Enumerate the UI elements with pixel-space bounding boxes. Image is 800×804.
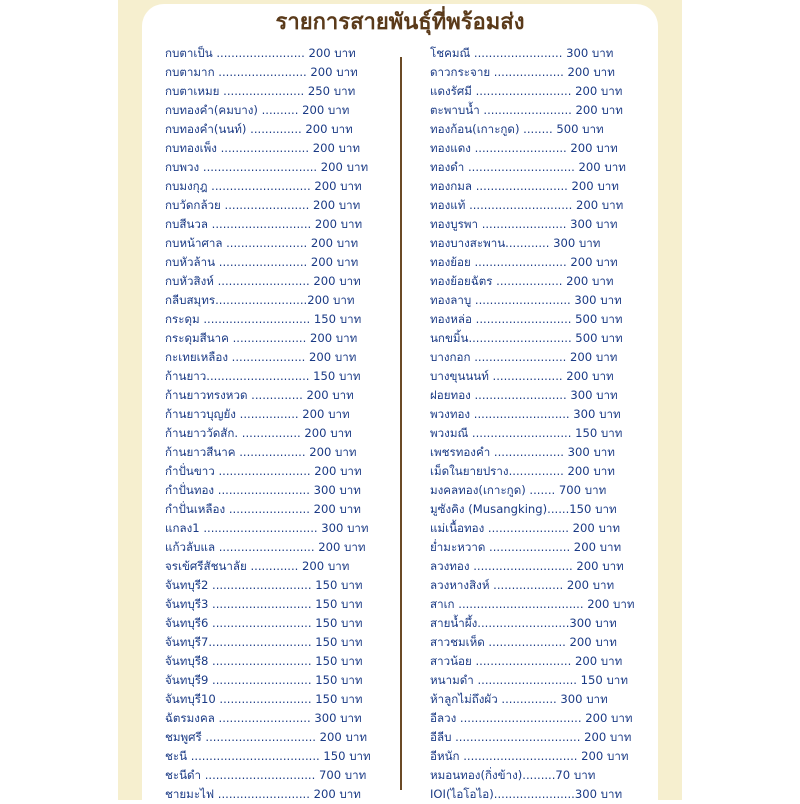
price-list-item: กำปั่นขาว ......................... 200 บาท: [165, 464, 362, 478]
page-title: รายการสายพันธุ์ที่พร้อมส่ง: [275, 10, 525, 35]
price-list-item: ฉัตรมงคล ......................... 300 บาท: [165, 711, 362, 725]
price-list-item: หมอนทอง(กิ่งข้าง).........70 บาท: [430, 768, 596, 782]
price-list-item: บางกอก ......................... 200 บาท: [430, 350, 618, 364]
price-list-item: ก้านยาว............................ 150 บาท: [165, 369, 361, 383]
price-list-item: ทองหล่อ .......................... 500 บาท: [430, 312, 623, 326]
price-list-item: กบทองเพ็ง ........................ 200 บาท: [165, 141, 361, 155]
price-list-item: IOI(ไอโอไอ)......................300 บาท: [430, 787, 623, 801]
price-list-item: จันทบุรี10 ......................... 150 บาท: [165, 692, 363, 706]
price-list-item: กบตาเป็น ........................ 200 บาท: [165, 46, 356, 60]
price-list-item: กบทองคำ(คมบาง) .......... 200 บาท: [165, 103, 350, 117]
price-list-item: ทองแดง ......................... 200 บาท: [430, 141, 618, 155]
column-divider: [400, 57, 402, 790]
price-list-item: กบหัวสิงห์ ......................... 200 บาท: [165, 274, 361, 288]
price-list-item: แก้วลับแล .......................... 200 บาท: [165, 540, 366, 554]
price-list-item: มงคลทอง(เกาะกูด) ....... 700 บาท: [430, 483, 607, 497]
price-list-item: จันทบุรี2 ........................... 150 บาท: [165, 578, 363, 592]
price-list-item: แดงรัศมี .......................... 200 บาท: [430, 84, 623, 98]
price-list-item: กบพวง ............................... 200 บาท: [165, 160, 369, 174]
price-list-item: เม็ดในยายปราง............... 200 บาท: [430, 464, 615, 478]
price-list-item: สาวชมเห็ด ..................... 200 บาท: [430, 635, 617, 649]
price-list-item: กบวัดกล้วย ....................... 200 บาท: [165, 198, 361, 212]
price-list-item: กบทองคำ(นนท์) .............. 200 บาท: [165, 122, 353, 136]
price-list-item: ห้าลูกไม่ถึงผัว ............... 300 บาท: [430, 692, 608, 706]
price-list-item: ทองกมล ......................... 200 บาท: [430, 179, 619, 193]
price-list-item: ชมพูศรี .............................. 200 บาท: [165, 730, 367, 744]
price-list-item: บางขุนนนท์ ................... 200 บาท: [430, 369, 614, 383]
price-list-item: มูซังคิง (Musangking)......150 บาท: [430, 502, 617, 516]
price-list-item: ทองบางสะพาน............ 300 บาท: [430, 236, 601, 250]
price-list-item: ฝอยทอง ......................... 300 บาท: [430, 388, 618, 402]
price-list-item: กำปั่นเหลือง ...................... 200 บาท: [165, 502, 361, 516]
price-list-item: ทองดำ ............................. 200 บาท: [430, 160, 626, 174]
price-list-item: จันทบุรี9 ........................... 150 บาท: [165, 673, 363, 687]
price-list-item: ชะนี ................................... 150 บาท: [165, 749, 371, 763]
price-list-item: หนามดำ ........................... 150 บาท: [430, 673, 628, 687]
price-list-item: สายน้ำผึ้ง.........................300 บาท: [430, 616, 617, 630]
price-list-item: ทองแท้ ............................ 200 บาท: [430, 198, 624, 212]
price-list-item: ทองย้อย ......................... 200 บาท: [430, 255, 618, 269]
price-list-item: ชะนีดำ .............................. 700 บาท: [165, 768, 367, 782]
price-list-item: ลวงทอง ........................... 200 บาท: [430, 559, 624, 573]
price-list-item: ลวงหางสิงห์ ................... 200 บาท: [430, 578, 615, 592]
price-list-item: ดาวกระจาย ................... 200 บาท: [430, 65, 615, 79]
price-list-item: กลีบสมุทร.........................200 บาท: [165, 293, 355, 307]
price-list-item: สาเก .................................. 200 บาท: [430, 597, 635, 611]
price-list-item: ย่ำมะหวาด ...................... 200 บาท: [430, 540, 622, 554]
price-list-item: กบหน้าศาล ...................... 200 บาท: [165, 236, 359, 250]
price-list-item: ชายมะไฟ ......................... 200 บาท: [165, 787, 361, 801]
price-list-item: พวงทอง .......................... 300 บาท: [430, 407, 621, 421]
price-list-item: อีลวง ................................. 200 บาท: [430, 711, 633, 725]
price-list-item: ทองย้อยฉัตร .................. 200 บาท: [430, 274, 614, 288]
price-list-item: โชคมณี ........................ 300 บาท: [430, 46, 614, 60]
price-list-item: ก้านยาวทรงหวด .............. 200 บาท: [165, 388, 354, 402]
price-list-item: จันทบุรี7............................ 150 บาท: [165, 635, 363, 649]
price-list-item: ตะพาบน้ำ ........................ 200 บาท: [430, 103, 623, 117]
price-list-item: ทองลาบู .......................... 300 บาท: [430, 293, 622, 307]
price-list-item: ก้านยาววัดสัก. ................ 200 บาท: [165, 426, 352, 440]
left-price-list: [165, 44, 389, 804]
price-list-item: กบสีนวล ........................... 200 บาท: [165, 217, 363, 231]
price-list-item: กำปั่นทอง ......................... 300 บาท: [165, 483, 361, 497]
price-list-item: ทองบูรพา ....................... 300 บาท: [430, 217, 618, 231]
price-list-item: นกขมิ้น............................ 500 บาท: [430, 331, 623, 345]
price-list-item: จันทบุรี6 ........................... 150 บาท: [165, 616, 363, 630]
price-list-item: กระดุม ............................. 150 บาท: [165, 312, 362, 326]
price-list-item: เพชรทองคำ ................... 300 บาท: [430, 445, 615, 459]
price-list-item: กะเทยเหลือง .................... 200 บาท: [165, 350, 357, 364]
price-list-item: ก้านยาวสีนาค .................. 200 บาท: [165, 445, 357, 459]
price-list-item: กระดุมสีนาค .................... 200 บาท: [165, 331, 358, 345]
price-list-item: กบหัวล้าน ........................ 200 บาท: [165, 255, 359, 269]
price-list-item: พวงมณี ........................... 150 บาท: [430, 426, 623, 440]
price-list-item: จันทบุรี8 ........................... 150 บาท: [165, 654, 363, 668]
price-list-item: อีหนัก ............................... 200 บาท: [430, 749, 629, 763]
price-list-item: ก้านยาวบุญยัง ................ 200 บาท: [165, 407, 350, 421]
price-list-item: จันทบุรี3 ........................... 150 บาท: [165, 597, 363, 611]
price-list-item: แกลง1 ............................... 300 บาท: [165, 521, 369, 535]
price-list-item: จรเข้ศรีสัชนาลัย ............. 200 บาท: [165, 559, 350, 573]
right-price-list: [430, 44, 652, 804]
price-list-item: กบตามาก ........................ 200 บาท: [165, 65, 358, 79]
price-list-item: ทองก้อน(เกาะกูด) ........ 500 บาท: [430, 122, 604, 136]
price-list-item: กบตาเหมย ...................... 250 บาท: [165, 84, 356, 98]
price-list-item: สาวน้อย .......................... 200 บาท: [430, 654, 623, 668]
price-list-item: แม่เนื้อทอง ...................... 200 บาท: [430, 521, 621, 535]
price-list-item: กบมงกุฎ ........................... 200 บาท: [165, 179, 362, 193]
price-list-item: อีลีบ .................................. 200 บาท: [430, 730, 632, 744]
